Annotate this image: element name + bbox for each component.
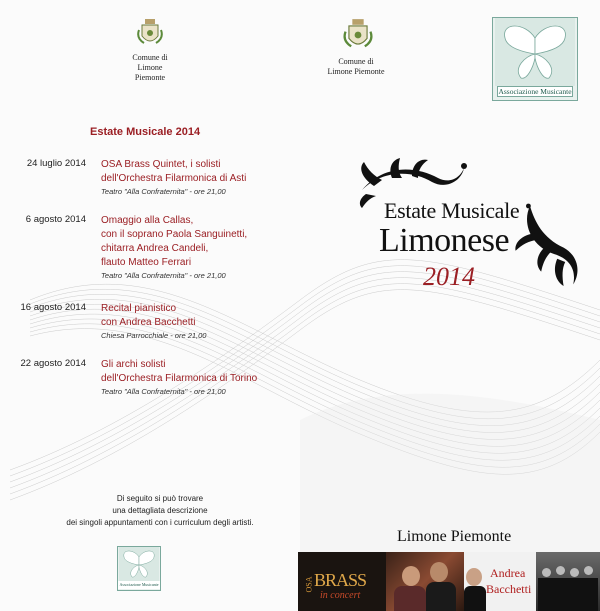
pianist-photo [464,552,536,611]
cover-year: 2014 [423,262,475,291]
artist-name-line-2: Bacchetti [486,582,532,596]
event-date: 24 luglio 2014 [26,158,86,169]
butterfly-icon [118,547,160,581]
info-note-line: Di seguito si può trovare [116,494,204,503]
info-note-line: dei singoli appuntamenti con i curriculum degli artisti. [66,518,254,527]
associazione-logo-bottom [117,546,161,591]
coat-of-arms-icon [341,18,375,52]
event-venue: Teatro "Alla Confraternita" - ore 21,00 [101,271,226,280]
crest-left-label-2: Limone Piemonte [134,63,166,82]
info-note-line: una dettagliata descrizione [112,506,208,515]
event-date: 6 agosto 2014 [25,214,86,225]
event-title-line: dell'Orchestra Filarmonica di Asti [101,173,247,184]
event-date: 16 agosto 2014 [20,302,86,313]
event-title-line: dell'Orchestra Filarmonica di Torino [101,373,258,384]
place-name: Limone Piemonte [397,528,512,545]
event-venue: Teatro "Alla Confraternita" - ore 21,00 [101,387,226,396]
cover-line-1: Estate Musicale [384,198,520,223]
event-title-line: Gli archi solisti [101,359,166,370]
comune-crest-center [321,18,391,77]
associazione-logo-top [492,17,578,101]
event-title-line: con Andrea Bacchetti [101,317,196,328]
event-date: 22 agosto 2014 [20,358,86,369]
associazione-label-bottom: Associazione Musicante [119,582,159,587]
cover-line-2: Limonese [379,222,510,259]
orchestra-photo [536,552,600,611]
info-note [30,493,290,529]
artist-photo-strip [298,552,600,611]
artist-name-line-1: Andrea [490,566,526,580]
crest-center-label-1: Comune di [338,57,374,66]
brass-poster [298,552,386,611]
crest-center-label-2: Limone Piemonte [327,67,385,76]
event-title-line: chitarra Andrea Candeli, [101,243,209,254]
comune-crest-left [125,18,175,83]
event-venue: Teatro "Alla Confraternita" - ore 21,00 [101,187,226,196]
event-title-line: Omaggio alla Callas, [101,215,194,226]
brass-sub: in concert [320,590,361,601]
event-venue: Chiesa Parrocchiale - ore 21,00 [101,331,207,340]
brass-prefix: OSA [304,576,314,593]
event-title-line: con il soprano Paola Sanguinetti, [101,229,248,240]
brass-word: BRASS [314,570,367,590]
singer-photo [386,552,464,611]
schedule-title: Estate Musicale 2014 [90,126,201,138]
butterfly-icon [493,18,577,86]
coat-of-arms-icon [135,18,165,48]
event-title-line: flauto Matteo Ferrari [101,257,192,268]
associazione-label-top: Associazione Musicante [498,87,572,96]
event-title-line: OSA Brass Quintet, i solisti [101,159,221,170]
crest-left-label-1: Comune di [132,53,168,62]
event-title-line: Recital pianistico [101,303,177,314]
